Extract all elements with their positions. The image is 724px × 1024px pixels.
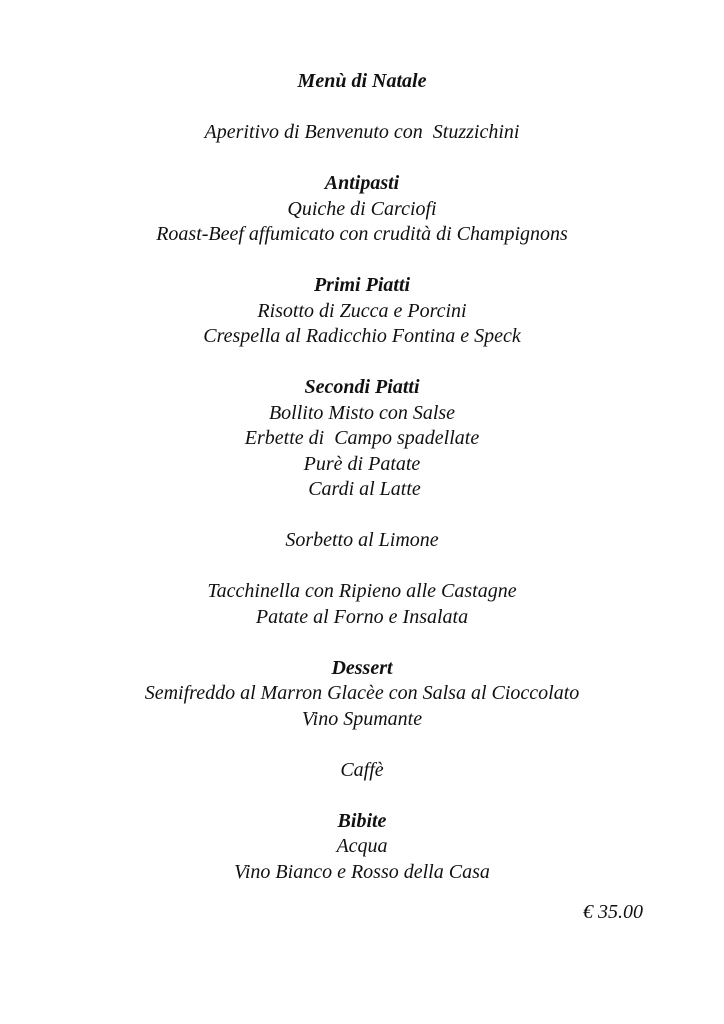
menu-price: € 35.00: [583, 901, 643, 923]
tacchinella-item: Tacchinella con Ripieno alle Castagne: [207, 580, 517, 602]
secondi-item: Cardi al Latte: [303, 478, 421, 500]
spacer: [0, 783, 724, 809]
secondi-item: Bollito Misto con Salse: [268, 401, 456, 424]
spacer: [0, 146, 724, 172]
spacer: [0, 248, 724, 274]
primi-item: Risotto di Zucca e Porcini: [257, 299, 467, 322]
caffe-line: Caffè: [340, 758, 384, 781]
menu-title: Menù di Natale: [297, 70, 427, 92]
primi-heading: Primi Piatti: [313, 274, 411, 296]
spacer: [0, 503, 724, 529]
bibite-item: Vino Bianco e Rosso della Casa: [234, 860, 490, 883]
spacer: [0, 630, 724, 656]
spacer: [0, 95, 724, 121]
bibite-heading: Bibite: [337, 809, 387, 832]
tacchinella-item: Patate al Forno e Insalata: [255, 605, 469, 628]
secondi-item: Erbette di Campo spadellate: [244, 427, 480, 449]
dessert-heading: Dessert: [331, 656, 393, 679]
menu-document: [0, 69, 724, 885]
bibite-item: Acqua: [336, 835, 388, 857]
antipasti-heading: Antipasti: [324, 172, 400, 194]
dessert-item: Semifreddo al Marron Glacèe con Salsa al Cioccolato: [144, 682, 580, 704]
spacer: [0, 554, 724, 580]
spacer: [0, 350, 724, 376]
aperitivo-line: Aperitivo di Benvenuto con Stuzzichini: [204, 121, 520, 143]
secondi-item: Purè di Patate: [303, 452, 421, 475]
primi-item: Crespella al Radicchio Fontina e Speck: [203, 325, 521, 347]
antipasti-item: Roast-Beef affumicato con crudità di Champignons: [156, 223, 568, 245]
spacer: [0, 732, 724, 758]
sorbetto-line: Sorbetto al Limone: [285, 529, 439, 551]
secondi-heading: Secondi Piatti: [304, 376, 420, 398]
antipasti-item: Quiche di Carciofi: [287, 197, 437, 220]
dessert-item: Vino Spumante: [301, 707, 423, 730]
